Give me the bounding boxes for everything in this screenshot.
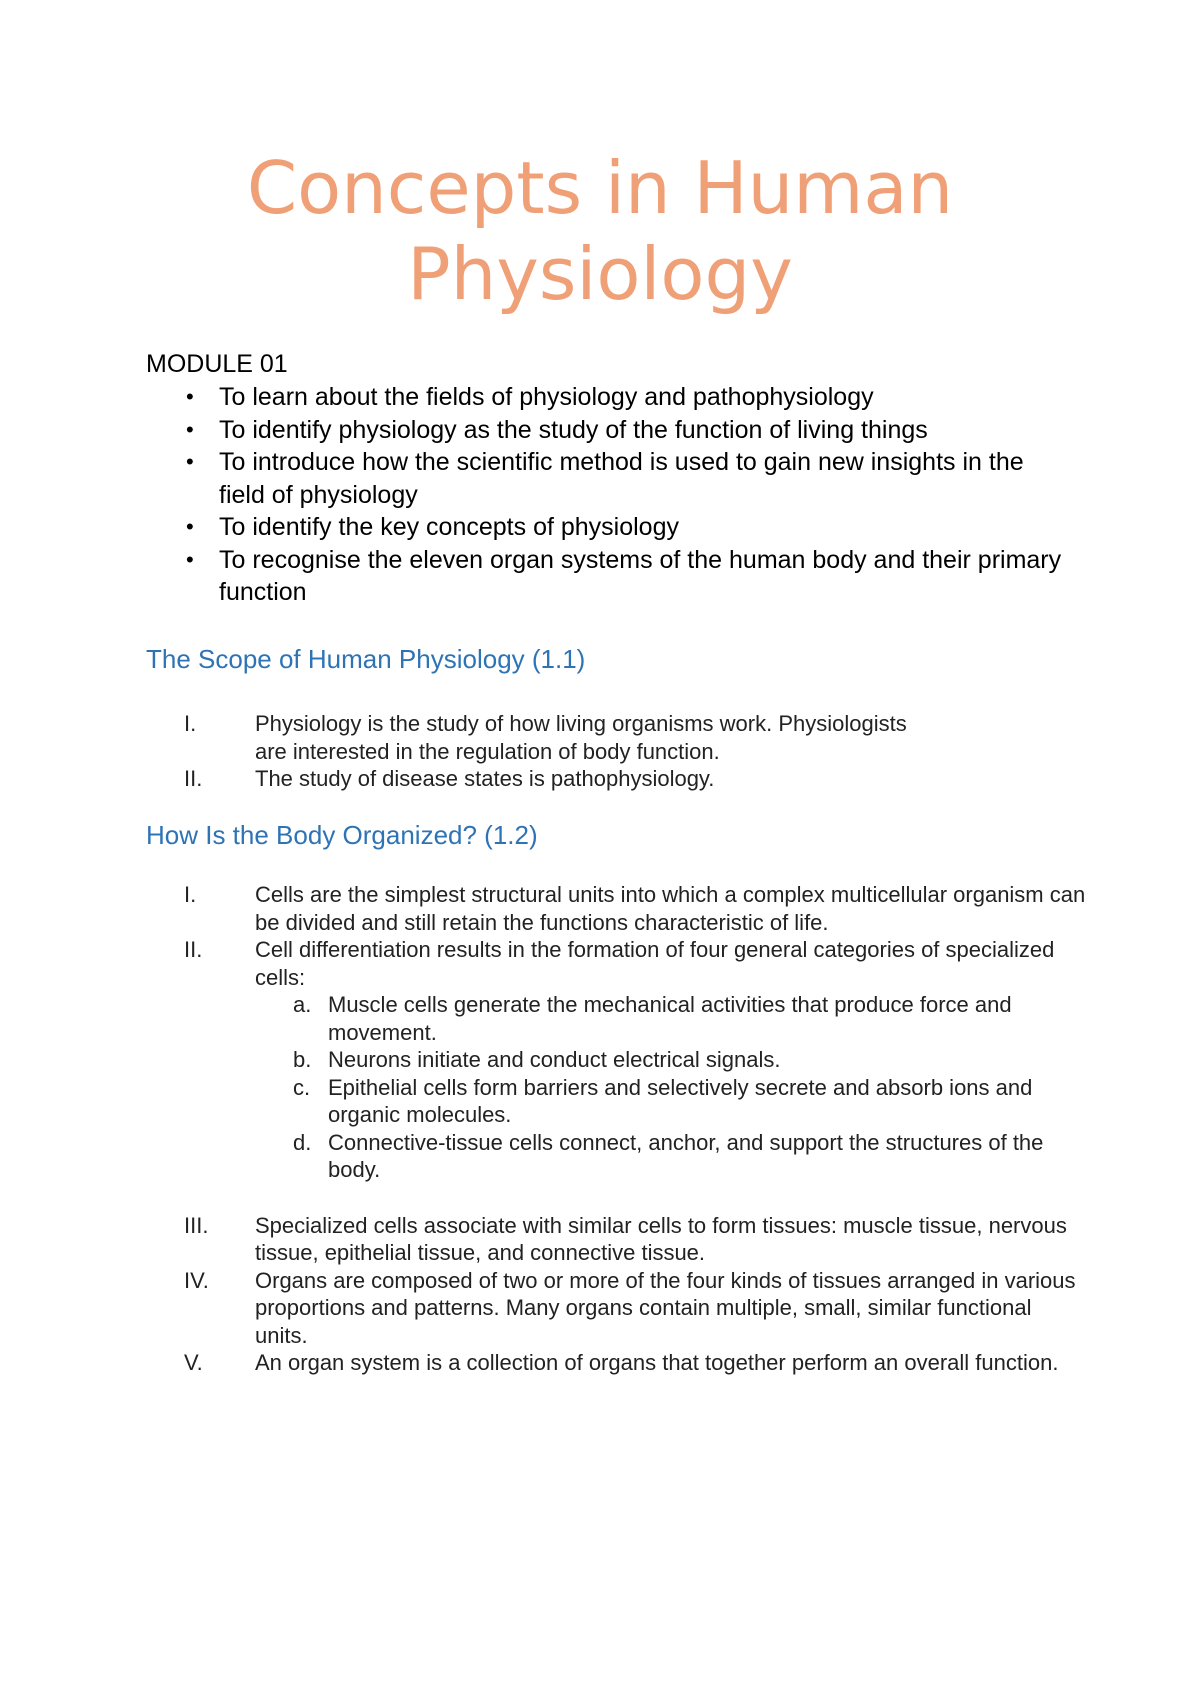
scope-list [146, 710, 936, 793]
section-heading-organization: How Is the Body Organized? (1.2) [146, 820, 538, 850]
list-letter: c. [293, 1074, 311, 1100]
objective-text: To introduce how the scientific method is used to gain new insights in the field of physiology [219, 448, 1024, 509]
title-line-2: Physiology [407, 232, 793, 316]
document-title [0, 145, 1200, 317]
list-numeral: I. [184, 882, 197, 907]
organization-list-item [146, 936, 1086, 1184]
organization-list [146, 881, 1086, 1377]
cell-category-item [255, 991, 1086, 1046]
list-item-text: Muscle cells generate the mechanical activities that produce force and movement. [328, 992, 1012, 1045]
cell-category-list [255, 991, 1086, 1184]
list-item-text: Cell differentiation results in the formation of four general categories of specialized cells: [255, 937, 1055, 990]
bullet-icon: • [186, 546, 194, 572]
list-item-text: Neurons initiate and conduct electrical signals. [328, 1047, 781, 1072]
cell-category-item [255, 1074, 1086, 1129]
list-numeral: II. [184, 937, 203, 962]
list-letter: a. [293, 992, 312, 1017]
section-heading-scope: The Scope of Human Physiology (1.1) [146, 644, 586, 674]
cell-category-item [255, 1129, 1086, 1184]
list-item-text: Cells are the simplest structural units into which a complex multicellular organism can be divided and still retain the functions characteristic of life. [255, 882, 1086, 935]
list-letter: b. [293, 1047, 312, 1072]
bullet-icon: • [186, 449, 194, 474]
module-label: MODULE 01 [146, 350, 288, 378]
objective-text: To identify the key concepts of physiology [219, 513, 679, 541]
list-numeral: II. [184, 766, 203, 791]
list-item-text: Epithelial cells form barriers and selectively secrete and absorb ions and organic molecules. [328, 1074, 1033, 1127]
objective-text: To learn about the fields of physiology and pathophysiology [219, 383, 874, 411]
objective-text: To recognise the eleven organ systems of the human body and their primary function [219, 545, 1062, 606]
list-numeral: V. [184, 1350, 203, 1375]
bullet-icon: • [186, 384, 194, 409]
objective-item [146, 381, 1076, 414]
title-line-1: Concepts in Human [246, 146, 954, 230]
organization-list-item [146, 881, 1086, 936]
list-numeral: I. [184, 711, 197, 736]
list-numeral: III. [184, 1212, 209, 1238]
list-item-text: An organ system is a collection of organs that together perform an overall function. [255, 1350, 1059, 1375]
organization-list-item [146, 1267, 1086, 1350]
objective-item [146, 511, 1076, 544]
list-item-text: The study of disease states is pathophysiology. [255, 766, 715, 791]
objective-item [146, 446, 1076, 511]
list-item-text: Organs are composed of two or more of the four kinds of tissues arranged in various proportions and patterns. Many organs contain multiple, small, similar functional units. [255, 1267, 1076, 1348]
objective-item [146, 414, 1076, 447]
list-item-text: Specialized cells associate with similar cells to form tissues: muscle tissue, nervous tissue, epithelial tissue, and connective tissue. [255, 1212, 1067, 1265]
organization-list-item [146, 1212, 1086, 1267]
list-numeral: IV. [184, 1267, 209, 1293]
cell-category-item [255, 1046, 1086, 1074]
module-objectives-list [146, 381, 1076, 609]
objective-text: To identify physiology as the study of the function of living things [219, 415, 928, 444]
bullet-icon: • [186, 514, 194, 539]
scope-list-item [146, 710, 936, 765]
list-item-text: Connective-tissue cells connect, anchor, and support the structures of the body. [328, 1129, 1044, 1182]
bullet-icon: • [186, 416, 194, 442]
scope-list-item [146, 765, 936, 793]
list-item-text: Physiology is the study of how living organisms work. Physiologists are interested in the regulation of body function. [255, 711, 907, 764]
organization-list-item [146, 1349, 1086, 1377]
list-letter: d. [293, 1129, 312, 1155]
objective-item [146, 544, 1076, 609]
